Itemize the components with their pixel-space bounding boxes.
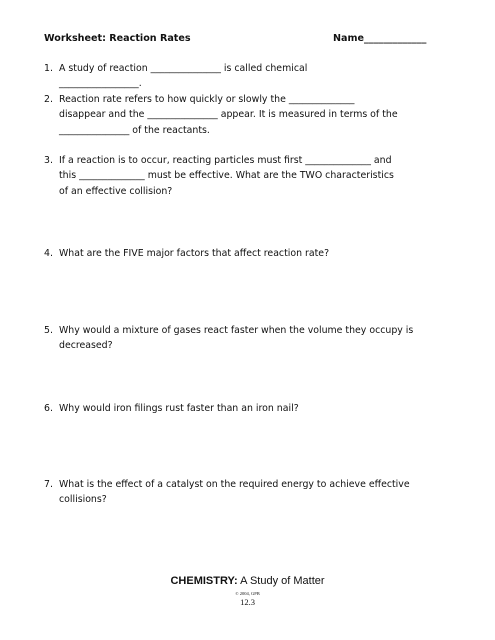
question-number: 2. [44,94,53,105]
question-text-line: decreased? [59,340,113,352]
question-2 [44,92,444,138]
footer-copyright: © 2004, GPB [235,591,260,596]
question-number: 1. [44,63,53,74]
question-text-line: What is the effect of a catalyst on the required energy to achieve effective [59,479,410,490]
question-text-line: _______________ of the reactants. [59,124,210,136]
question-text-line: Reaction rate refers to how quickly or slowly the ______________ [59,94,355,105]
question-5 [44,323,444,354]
footer-book-title [0,575,495,587]
question-7 [44,477,444,508]
question-1 [44,61,444,92]
question-text-line: collisions? [59,494,107,506]
question-number: 3. [44,155,53,166]
question-number: 6. [44,403,53,414]
question-text-line: of an effective collision? [59,185,173,197]
question-number: 5. [44,325,53,336]
question-text-line: Why would a mixture of gases react faster when the volume they occupy is [59,325,414,336]
question-number: 4. [44,248,53,259]
question-text-line: What are the FIVE major factors that affect reaction rate? [59,248,330,259]
question-4 [44,246,444,261]
question-text-line: Why would iron filings rust faster than an iron nail? [59,403,299,414]
question-text-line: this ______________ must be effective. What are the TWO characteristics [59,170,394,182]
footer-title-bold: CHEMISTRY: [170,575,238,587]
footer-title-rest: A Study of Matter [237,575,325,587]
question-text-line: A study of reaction _______________ is called chemical [59,63,308,74]
question-text-line: _________________. [59,78,142,90]
question-6 [44,401,444,416]
name-field: Name_____________ [333,33,427,44]
question-3 [44,153,444,199]
question-text-line: If a reaction is to occur, reacting particles must first ______________ and [59,155,392,166]
page-number: 12.3 [240,597,255,607]
question-text-line: disappear and the _______________ appear. It is measured in terms of the [59,109,398,121]
worksheet-title: Worksheet: Reaction Rates [44,33,191,44]
question-number: 7. [44,479,53,490]
